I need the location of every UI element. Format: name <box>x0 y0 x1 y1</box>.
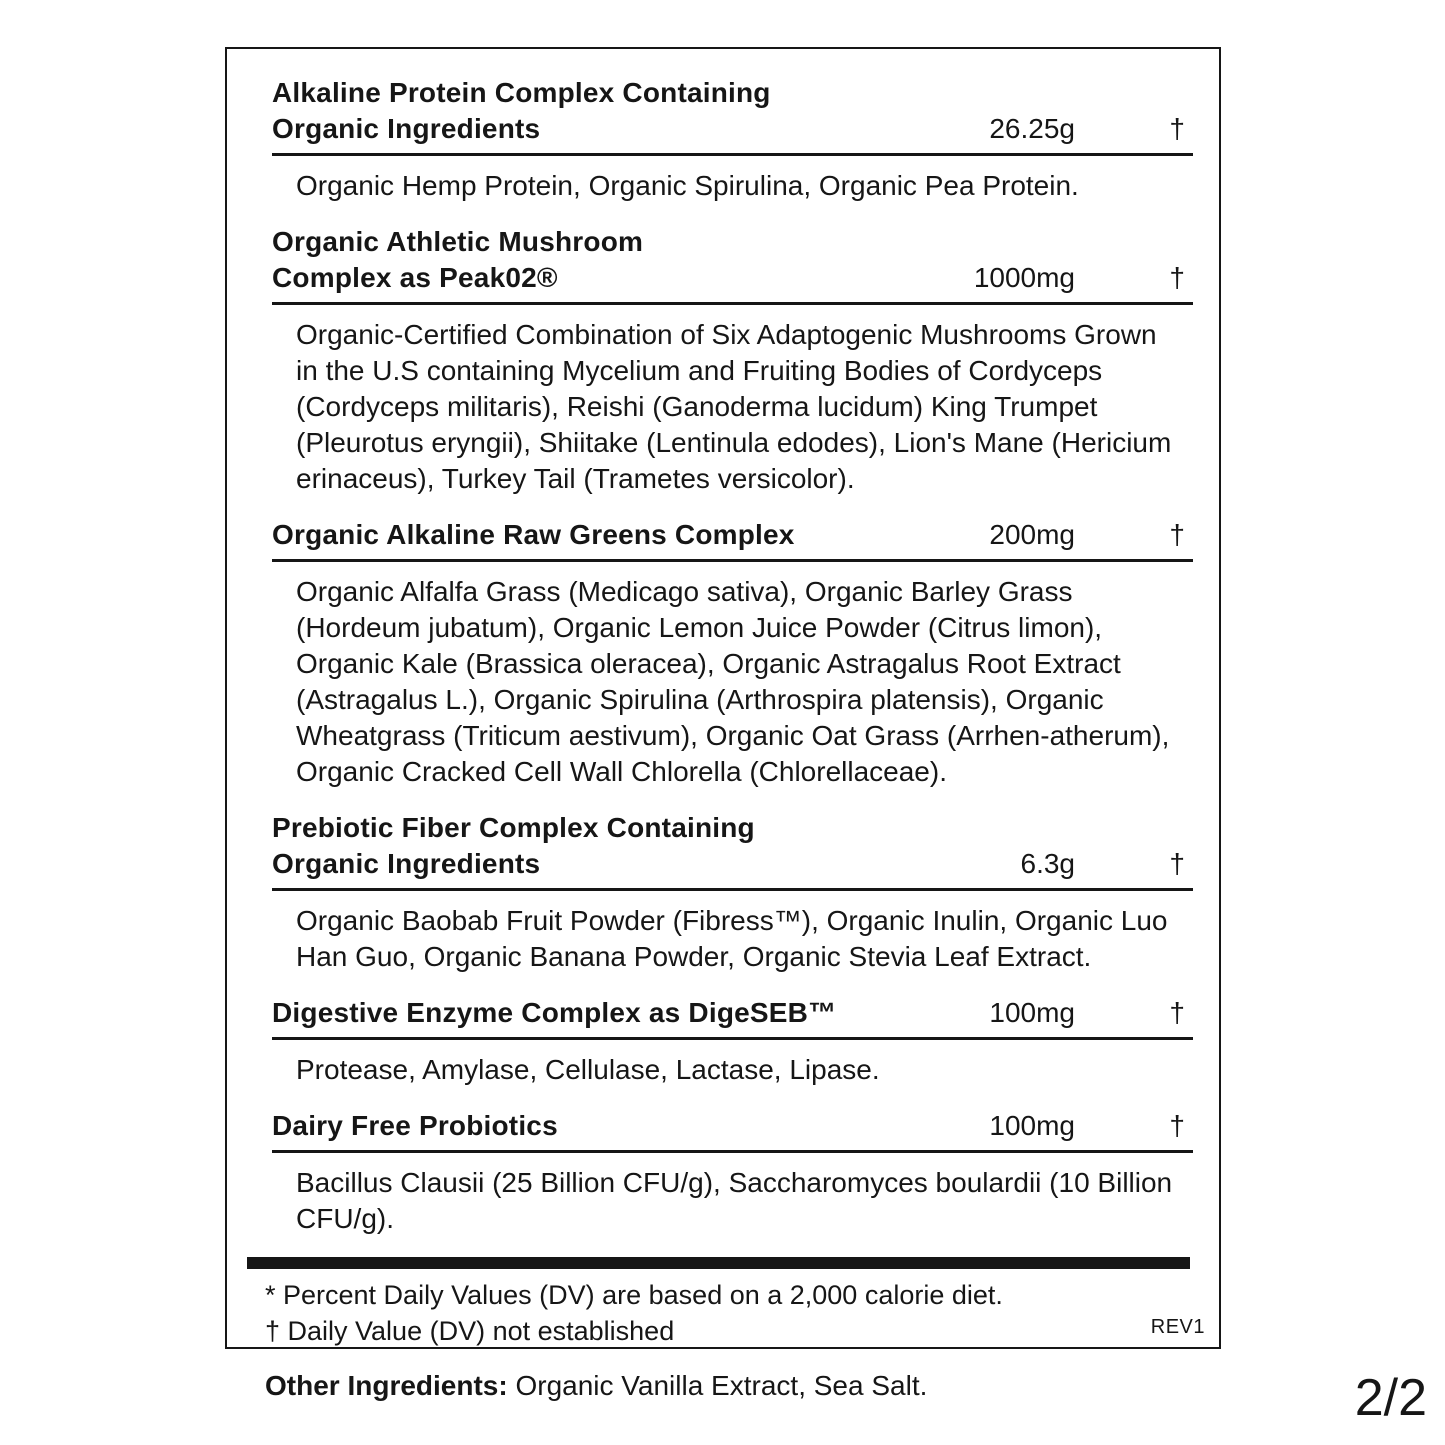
ingredient-section-fiber <box>272 810 1193 975</box>
ingredient-section-enzymes <box>272 995 1193 1088</box>
section-name-line1: Digestive Enzyme Complex as DigeSEB™ <box>272 997 837 1028</box>
section-header <box>272 1108 1193 1153</box>
section-amount: 1000mg <box>973 262 1075 293</box>
separator-bar <box>247 1257 1190 1269</box>
section-name <box>272 75 925 147</box>
section-description: Organic Alfalfa Grass (Medicago sativa), Organic Barley Grass (Hordeum jubatum), Organic Lemon Juice Powder (Citrus limon), Organic Kale (Brassica oleracea), Organic Astragalus Root Extract (Astragalus L.), Organic Spirulina (Arthrospira platensis), Organic Wheatgrass (Triticum aestivum), Organic Oat Grass (Arrhen-atherum), Organic Cracked Cell Wall Chlorella (Chlorellaceae). <box>296 576 1170 787</box>
section-header <box>272 75 1193 156</box>
section-header <box>272 810 1193 891</box>
section-amount: 26.25g <box>989 113 1075 144</box>
section-name-line1: Alkaline Protein Complex Containing <box>272 77 771 108</box>
section-name-line1: Prebiotic Fiber Complex Containing <box>272 812 755 843</box>
section-name <box>272 995 925 1031</box>
section-header <box>272 517 1193 562</box>
page-indicator: 2/2 <box>1354 1369 1427 1427</box>
section-amount: 6.3g <box>1020 848 1075 879</box>
section-name-line1: Organic Alkaline Raw Greens Complex <box>272 519 795 550</box>
section-name-line2: Organic Ingredients <box>272 113 541 144</box>
ingredient-section-protein <box>272 75 1193 204</box>
section-header <box>272 995 1193 1040</box>
footnote-percent-dv: * Percent Daily Values (DV) are based on a 2,000 calorie diet. <box>265 1280 1003 1310</box>
section-amount: 100mg <box>989 997 1075 1028</box>
other-ingredients-line <box>265 1368 927 1404</box>
section-amount: 200mg <box>989 519 1075 550</box>
section-description: Organic-Certified Combination of Six Adaptogenic Mushrooms Grown in the U.S containing Mycelium and Fruiting Bodies of Cordyceps (Cordyceps militaris), Reishi (Ganoderma lucidum) King Trumpet (Pleurotus eryngii), Shiitake (Lentinula edodes), Lion's Mane (Hericium erinaceus), Turkey Tail (Trametes versicolor). <box>296 319 1172 494</box>
section-daily-value-symbol: † <box>1169 997 1185 1028</box>
section-daily-value-symbol: † <box>1169 1110 1185 1141</box>
ingredient-section-probiotics <box>272 1108 1193 1237</box>
section-description: Organic Baobab Fruit Powder (Fibress™), Organic Inulin, Organic Luo Han Guo, Organic Banana Powder, Organic Stevia Leaf Extract. <box>296 905 1168 972</box>
section-name <box>272 810 925 882</box>
section-name-line2: Complex as Peak02® <box>272 262 558 293</box>
section-name <box>272 224 925 296</box>
section-description: Organic Hemp Protein, Organic Spirulina, Organic Pea Protein. <box>296 170 1079 201</box>
ingredient-section-greens <box>272 517 1193 790</box>
section-header <box>272 224 1193 305</box>
ingredient-section-mushroom <box>272 224 1193 497</box>
supplement-facts-panel <box>225 47 1221 1349</box>
section-name-line1: Organic Athletic Mushroom <box>272 226 644 257</box>
footnotes <box>265 1277 1193 1349</box>
section-name-line2: Organic Ingredients <box>272 848 541 879</box>
section-daily-value-symbol: † <box>1169 113 1185 144</box>
panel-content <box>227 49 1219 1349</box>
other-ingredients-label: Other Ingredients: <box>265 1370 508 1401</box>
other-ingredients-value: Organic Vanilla Extract, Sea Salt. <box>507 1370 928 1401</box>
revision-label: REV1 <box>1150 1316 1205 1338</box>
section-description: Protease, Amylase, Cellulase, Lactase, Lipase. <box>296 1054 880 1085</box>
section-amount: 100mg <box>989 1110 1075 1141</box>
section-description: Bacillus Clausii (25 Billion CFU/g), Saccharomyces boulardii (10 Billion CFU/g). <box>296 1167 1173 1234</box>
section-daily-value-symbol: † <box>1169 848 1185 879</box>
section-name <box>272 517 925 553</box>
footnote-dagger: † Daily Value (DV) not established <box>265 1316 675 1346</box>
section-daily-value-symbol: † <box>1169 519 1185 550</box>
section-name-line1: Dairy Free Probiotics <box>272 1110 558 1141</box>
section-daily-value-symbol: † <box>1169 262 1185 293</box>
section-name <box>272 1108 925 1144</box>
